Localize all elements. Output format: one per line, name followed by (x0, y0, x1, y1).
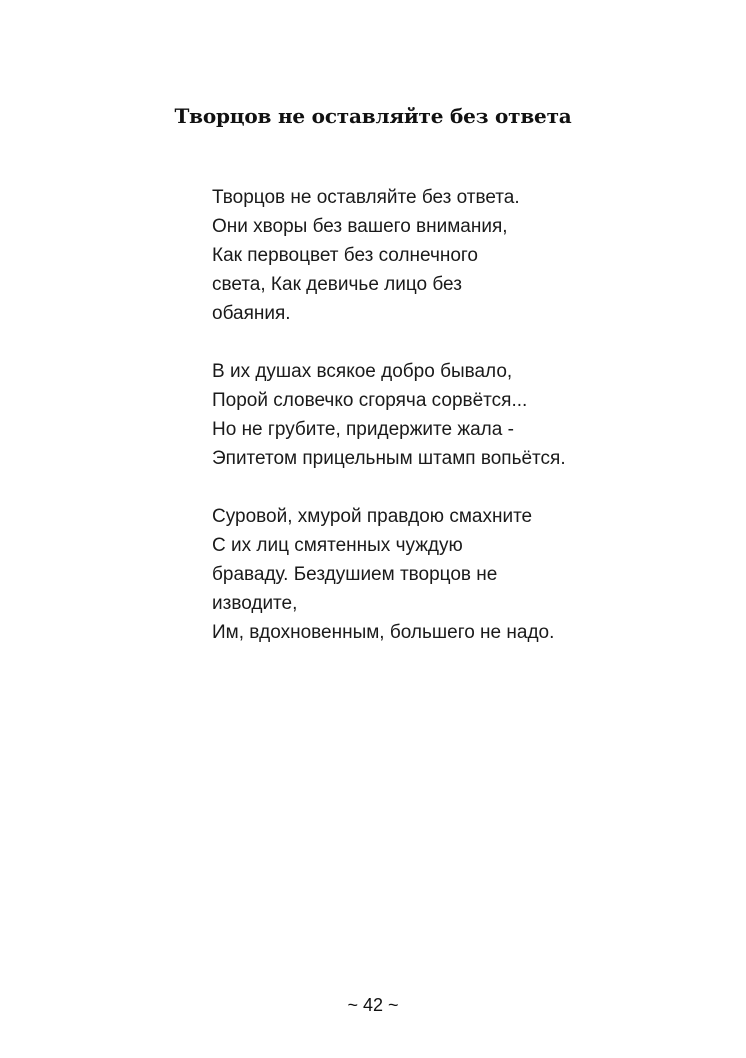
poem-line: Творцов не оставляйте без ответа. (212, 187, 520, 208)
stanza-divider (212, 328, 566, 357)
poem-line: Им, вдохновенным, большего не надо. (212, 622, 555, 643)
poem-line: Как первоцвет без солнечного (212, 245, 478, 266)
poem-line: С их лиц смятенных чуждую (212, 535, 463, 556)
poem-line: Но не грубите, придержите жала - (212, 419, 514, 440)
stanza-1 (212, 183, 566, 328)
poem-line: В их душах всякое добро бывало, (212, 361, 513, 382)
poem-line: Порой словечко сгоряча сорвётся... (212, 390, 528, 411)
stanza-2 (212, 357, 566, 473)
poem-title: Творцов не оставляйте без ответа (174, 104, 572, 128)
poem-line: Они хворы без вашего внимания, (212, 216, 508, 237)
page-number: ~ 42 ~ (347, 995, 399, 1015)
stanza-divider (212, 473, 566, 502)
poem-line: изводите, (212, 593, 298, 614)
poem-line: Суровой, хмурой правдою смахните (212, 506, 533, 527)
poem-line: обаяния. (212, 303, 291, 324)
poem-line: Эпитетом прицельным штамп вопьётся. (212, 448, 566, 469)
poem-body (212, 183, 566, 647)
poem-line: браваду. Бездушием творцов не (212, 564, 498, 585)
stanza-3 (212, 502, 566, 647)
poem-line: света, Как девичье лицо без (212, 274, 462, 295)
